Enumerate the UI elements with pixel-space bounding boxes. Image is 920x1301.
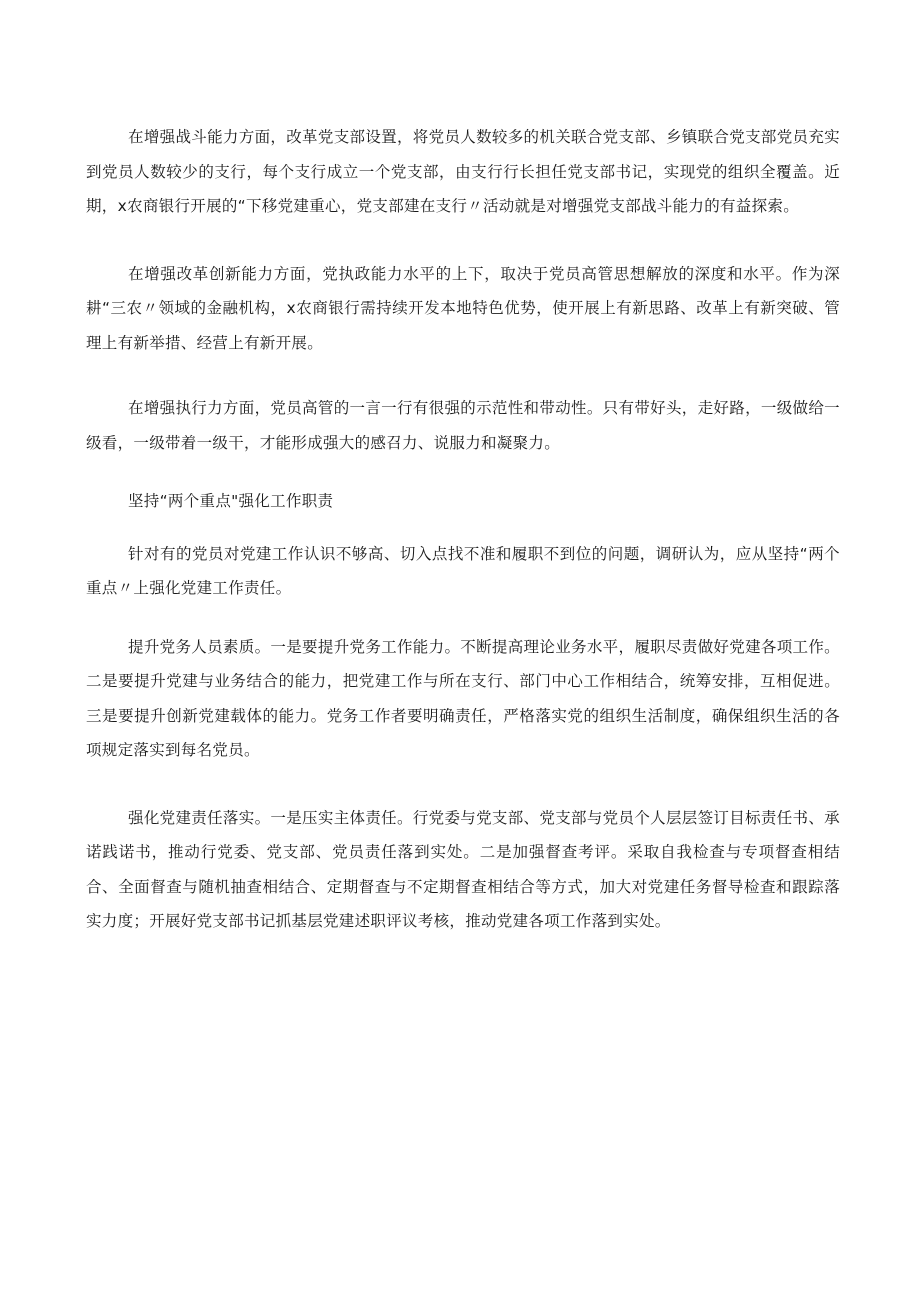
paragraph-two-focuses: 针对有的党员对党建工作认识不够高、切入点找不准和履职不到位的问题，调研认为，应从坚持“两个重点〃上强化党建工作责任。 xyxy=(86,544,840,597)
section-heading: 坚持“两个重点"强化工作职责 xyxy=(128,492,334,510)
paragraph-responsibility: 强化党建责任落实。一是压实主体责任。行党委与党支部、党支部与党员个人层层签订目标责任书、承诺践诺书，推动行党委、党支部、党员责任落到实处。二是加强督查考评。采取自我检查与专项督查相结合、全面督查与随机抽查相结合、定期督查与不定期督查相结合等方式，加大对党建任务督导检查和跟踪落实力度；开展好党支部书记抓基层党建述职评议考核，推动党建各项工作落到实处。 xyxy=(86,808,840,930)
paragraph-staff-quality: 提升党务人员素质。一是要提升党务工作能力。不断提高理论业务水平，履职尽责做好党建各项工作。二是要提升党建与业务结合的能力，把党建工作与所在支行、部门中心工作相结合，统筹安排，互相促进。三是要提升创新党建载体的能力。党务工作者要明确责任，严格落实党的组织生活制度，确保组织生活的各项规定落实到每名党员。 xyxy=(86,637,840,759)
paragraph-execution: 在增强执行力方面，党员高管的一言一行有很强的示范性和带动性。只有带好头，走好路，一级做给一级看，一级带着一级干，才能形成强大的感召力、说服力和凝聚力。 xyxy=(86,399,840,452)
paragraph-combat-capability: 在增强战斗能力方面，改革党支部设置，将党员人数较多的机关联合党支部、乡镇联合党支部党员充实到党员人数较少的支行，每个支行成立一个党支部，由支行行长担任党支部书记，实现党的组织全覆盖。近期，x农商银行开展的“下移党建重心，党支部建在支行〃活动就是对增强党支部战斗能力的有益探索。 xyxy=(86,128,840,215)
paragraph-reform-innovation: 在增强改革创新能力方面，党执政能力水平的上下，取决于党员高管思想解放的深度和水平。作为深耕“三农〃领域的金融机构，x农商银行需持续开发本地特色优势，使开展上有新思路、改革上有新突破、管理上有新举措、经营上有新开展。 xyxy=(86,264,840,352)
document-body xyxy=(86,120,840,939)
